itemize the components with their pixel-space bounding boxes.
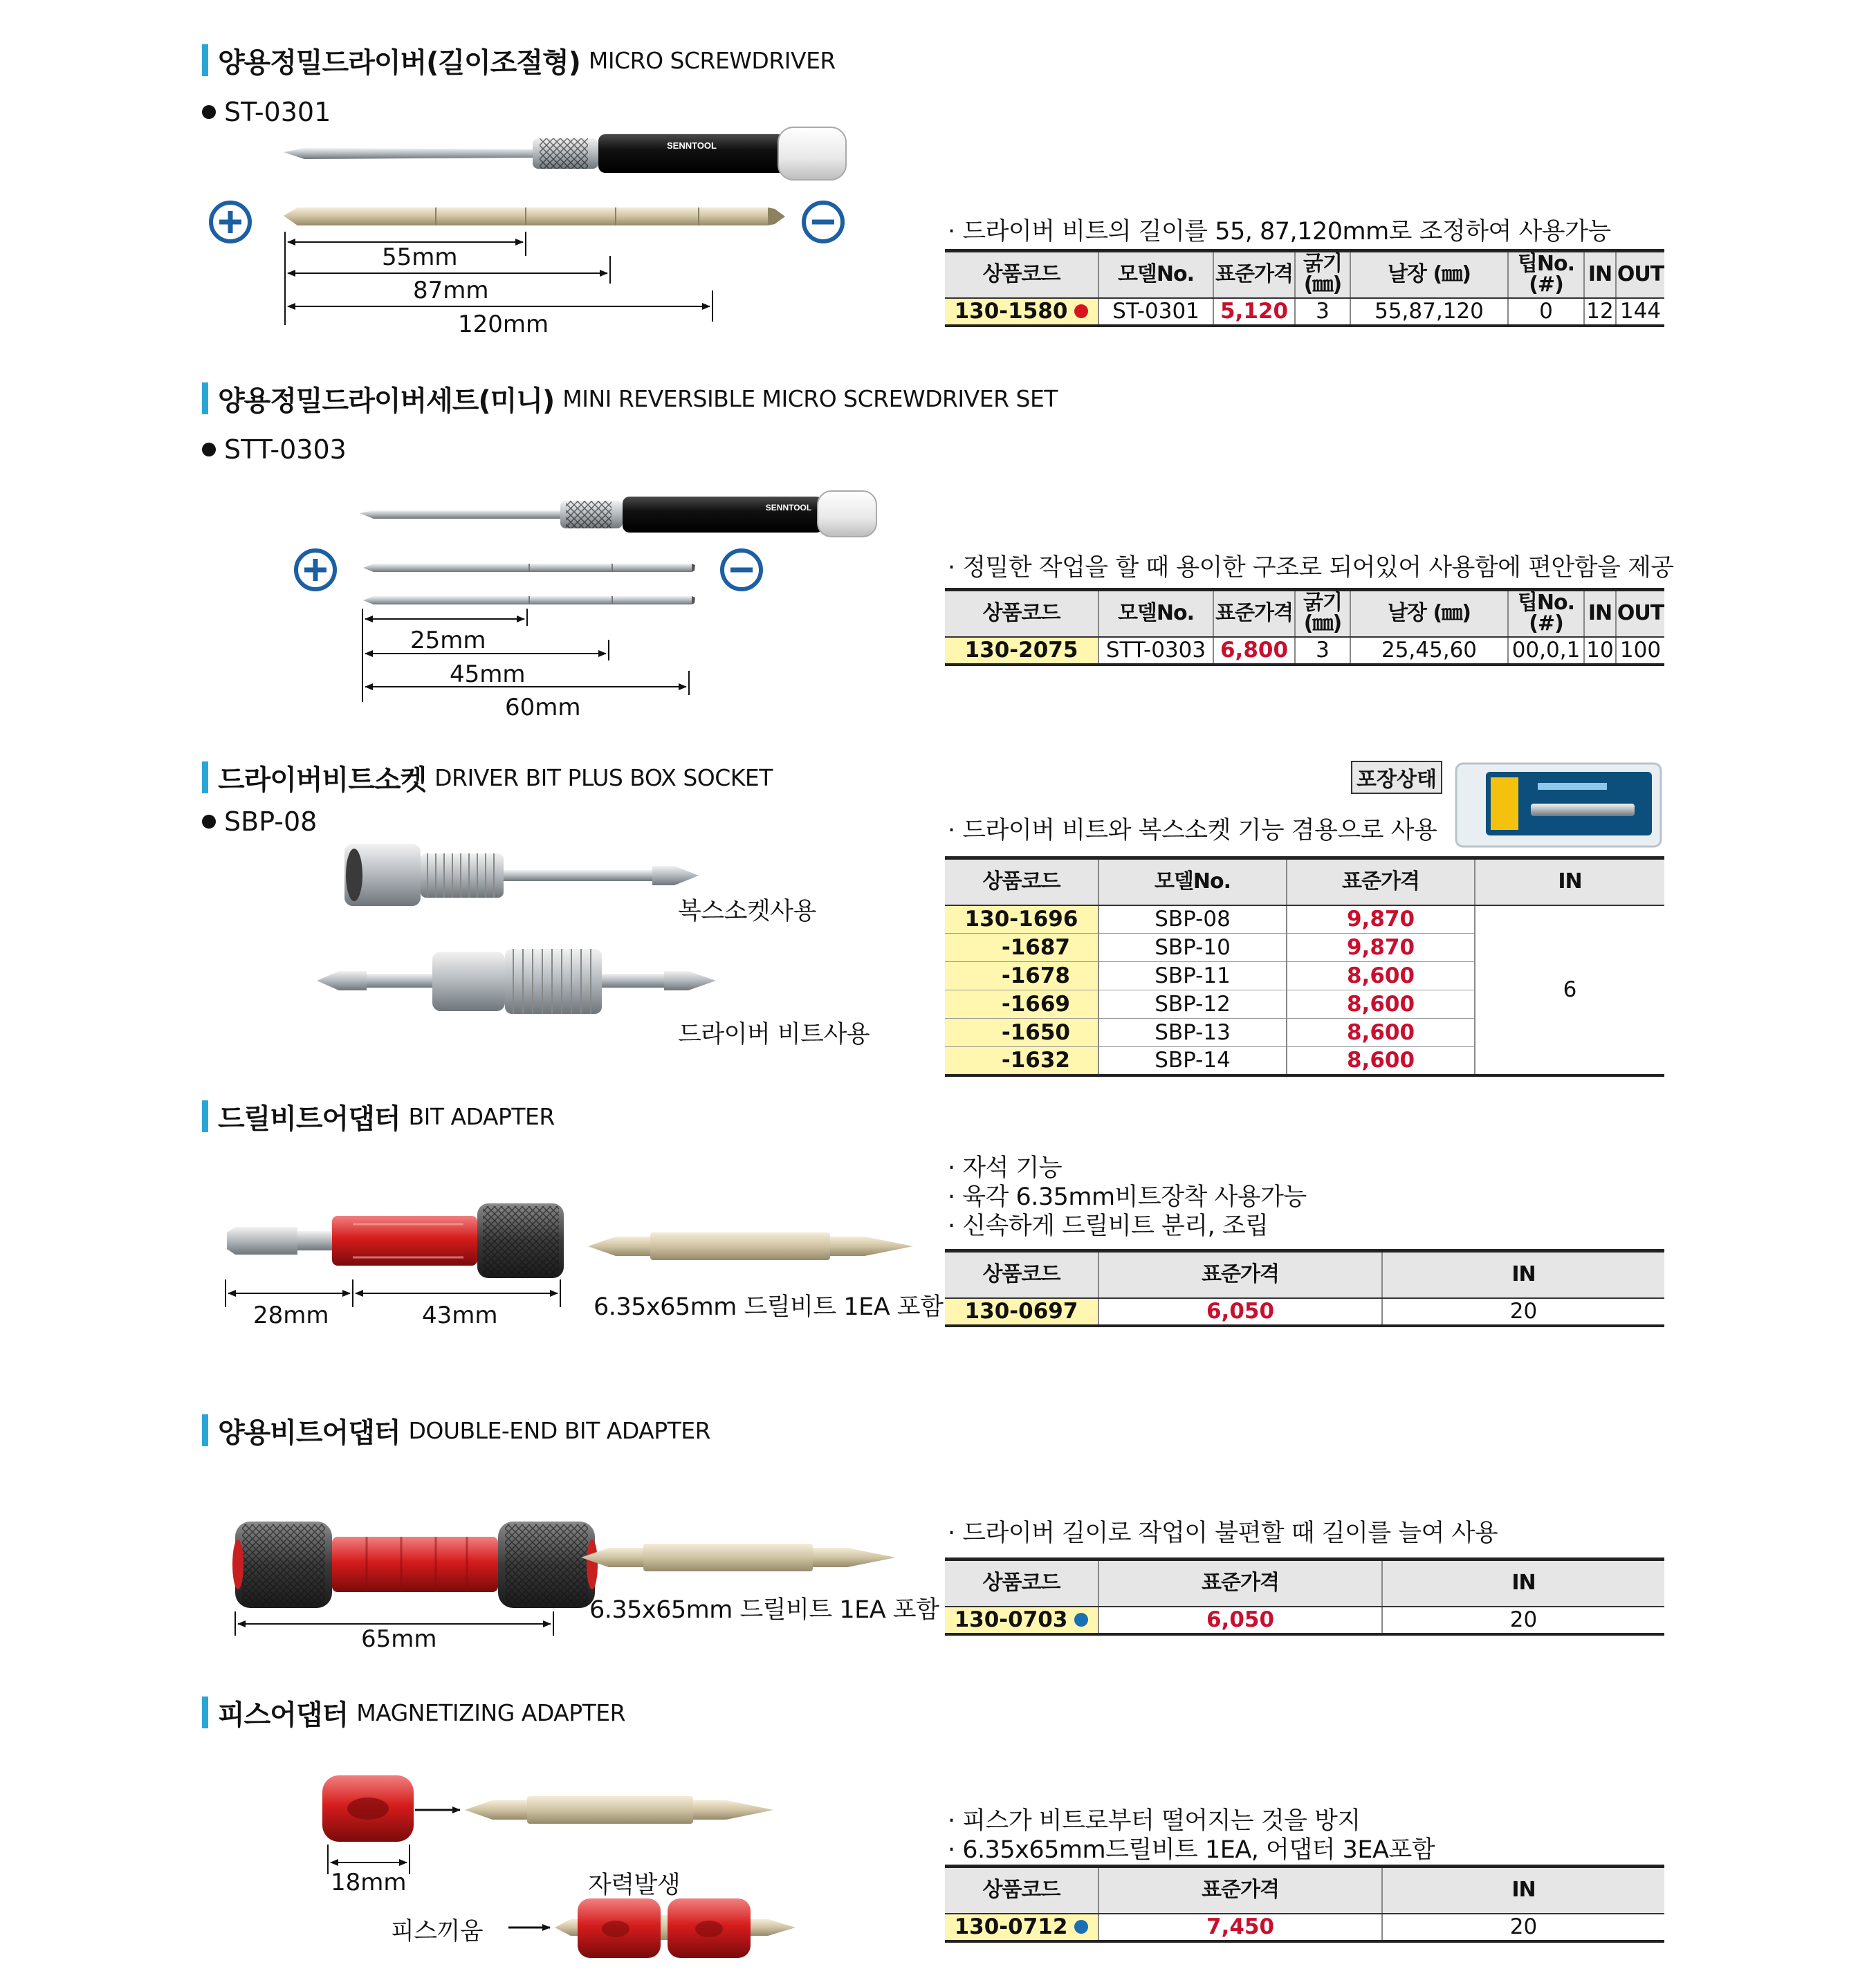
model-cell: SBP-10 [1098,934,1287,962]
title-english: DRIVER BIT PLUS BOX SOCKET [434,764,773,791]
end-cap [818,491,876,537]
in-cell: 20 [1382,1298,1664,1326]
note: · 드라이버 길이로 작업이 불편할 때 길이를 늘여 사용 [948,1519,1498,1547]
model-cell: STT-0303 [1098,637,1213,665]
model-cell: SBP-12 [1098,990,1287,1019]
thickness-cell: 3 [1295,298,1350,326]
driver-shaft [360,510,560,519]
spec-table [945,1865,1664,1943]
model-number: STT-0303 [224,434,347,465]
section-title-double-end-adapter [202,1414,710,1447]
header-thickness: 굵기 (㎜) [1295,590,1350,637]
bit-tip-left [555,1919,578,1936]
product-code-cell: -1632 [945,1047,1098,1075]
plus-sign [304,559,327,581]
ring-hole [695,1921,723,1937]
accent-bar [202,1100,208,1132]
model-cell: SBP-08 [1098,905,1287,934]
note: · 정밀한 작업을 할 때 용이한 구조로 되어있어 사용함에 편안함을 제공 [948,554,1674,582]
magnetizing-adapter-illustration [311,1767,837,1968]
header-code: 상품코드 [945,251,1098,298]
red-ring-left [232,1540,243,1589]
dim-label-60: 60mm [505,694,581,721]
table-row [945,298,1664,326]
spec-table [945,856,1664,1077]
product-code-cell: -1678 [945,962,1098,990]
header-code: 상품코드 [945,858,1098,905]
hex-shank [227,1227,297,1255]
phillips-tip-right [664,971,716,990]
model-cell: SBP-11 [1098,962,1287,990]
price-cell: 8,600 [1287,1019,1475,1047]
header-in: IN [1382,1560,1664,1607]
blue-dot-icon [1074,1613,1088,1627]
header-price: 표준가격 [1213,590,1295,637]
header-price: 표준가격 [1287,858,1475,905]
double-bit-tip-left [465,1800,527,1820]
accent-bar [202,1697,208,1728]
price-cell: 7,450 [1098,1914,1382,1941]
header-in: IN [1382,1867,1664,1914]
bit-tip [692,596,695,604]
header-model: 모델No. [1098,858,1287,905]
price-cell: 6,800 [1213,637,1295,665]
phillips-tip-left [317,971,367,990]
socket-sleeve [421,853,504,898]
table-row [945,637,1664,665]
bit-shank [602,974,664,988]
note: · 피스가 비트로부터 떨어지는 것을 방지 [948,1807,1361,1835]
bit-2 [363,596,692,604]
end-cap [778,127,846,180]
note-list [948,1154,1307,1241]
card-text-band [1538,783,1607,790]
product-code-cell [945,1914,1098,1941]
in-cell: 20 [1382,1914,1664,1941]
spec-table [945,588,1664,666]
price-cell: 9,870 [1287,905,1475,934]
note: · 육각 6.35mm비트장착 사용가능 [948,1183,1307,1211]
product-code-cell [945,298,1098,326]
dim-label-45: 45mm [450,660,526,688]
title-korean: 피스어댑터 [218,1699,349,1731]
in-cell: 12 [1584,298,1616,326]
title-korean: 양용비트어댑터 [218,1416,401,1449]
title-korean: 드릴비트어댑터 [218,1102,401,1135]
dim-label-87: 87mm [413,277,489,304]
tip-cell: 00,0,1 [1508,637,1584,665]
header-out: OUT [1616,251,1664,298]
dim-label-18: 18mm [331,1869,407,1896]
accent-bar [202,761,208,793]
accent-bar [202,44,208,76]
shank-neck [297,1231,332,1250]
spec-table [945,1249,1664,1327]
model-cell: ST-0301 [1098,298,1213,326]
bit-flat-tip [768,207,785,225]
bit-tip [692,564,695,572]
price-cell: 8,600 [1287,1047,1475,1075]
note: · 자석 기능 [948,1154,1063,1182]
dim-label-120: 120mm [458,311,549,338]
header-in: IN [1584,590,1616,637]
section-title-magnetizing-adapter [202,1696,625,1729]
bit-shank [367,974,432,988]
header-tip: 팁No. (#) [1508,251,1584,298]
packaging-label: 포장상태 [1351,761,1442,794]
blue-dot-icon [1074,1920,1088,1934]
dim-label-55: 55mm [382,243,458,271]
handle [623,497,823,533]
out-cell: 100 [1616,637,1664,665]
caption-screw-insert: 피스끼움 [391,1918,484,1945]
caption-driver-bit: 드라이버 비트사용 [678,1021,870,1048]
title-english: DOUBLE-END BIT ADAPTER [408,1416,711,1444]
double-end-adapter-illustration [228,1515,920,1646]
note-list [948,1806,1435,1865]
double-bit-tip-right [693,1800,773,1820]
tip-cell: 0 [1508,298,1584,326]
price-cell: 6,050 [1098,1298,1382,1326]
in-cell: 10 [1584,637,1616,665]
shaft [504,870,652,881]
note: · 드라이버 비트의 길이를 55, 87,120mm로 조정하여 사용가능 [948,218,1611,246]
double-bit-body [643,1544,813,1571]
thickness-cell: 3 [1295,637,1350,665]
socket-opening [346,849,362,901]
model-cell: SBP-13 [1098,1019,1287,1047]
product-code-cell: -1687 [945,934,1098,962]
red-dot-icon [1074,304,1088,318]
title-english: MAGNETIZING ADAPTER [356,1699,626,1726]
bullet-icon [202,815,216,829]
blade-cell: 55,87,120 [1350,298,1508,326]
plus-sign [219,211,241,233]
in-cell: 20 [1382,1607,1664,1634]
card-stripe [1491,777,1518,830]
socket-body [432,952,505,1011]
red-ring-right [587,1540,598,1589]
packed-tool [1531,804,1635,816]
model-number: ST-0301 [224,97,331,127]
dim-label-65: 65mm [361,1625,437,1653]
knurl-right [505,1524,588,1605]
price-cell: 6,050 [1098,1607,1382,1634]
bit-1 [363,564,692,572]
packaging-photo [1455,762,1662,849]
model-label [202,806,317,837]
caption-magnetism: 자력발생 [588,1871,681,1899]
product-code-cell: 130-0697 [945,1298,1098,1326]
quick-release-sleeve [505,949,602,1014]
section-title-bit-socket [202,761,773,794]
header-thickness: 굵기 (㎜) [1295,251,1350,298]
product-code-cell: -1650 [945,1019,1098,1047]
header-out: OUT [1616,590,1664,637]
header-price: 표준가격 [1098,1560,1382,1607]
header-code: 상품코드 [945,1867,1098,1914]
price-cell: 5,120 [1213,298,1295,326]
ring-hole [602,1921,629,1937]
driver-shaft [284,148,533,159]
spec-table [945,249,1664,327]
double-bit-tip-right [830,1237,913,1256]
table-row [945,905,1664,934]
product-code-cell: 130-1696 [945,905,1098,934]
dim-label-28: 28mm [253,1302,329,1329]
header-in: IN [1382,1251,1664,1298]
mini-set-illustration [277,484,899,705]
header-blade: 날장 (㎜) [1350,590,1508,637]
product-code: 130-0712 [954,1914,1068,1939]
section-title-micro-screwdriver [202,44,836,77]
product-code-cell [945,1607,1098,1634]
double-bit-body [527,1796,693,1824]
out-cell: 144 [1616,298,1664,326]
model-number: SBP-08 [224,806,318,837]
header-in: IN [1584,251,1616,298]
price-cell: 8,600 [1287,990,1475,1019]
title-english: BIT ADAPTER [408,1102,555,1130]
title-english: MINI REVERSIBLE MICRO SCREWDRIVER SET [562,385,1058,412]
double-bit-tip-right [813,1548,896,1567]
header-blade: 날장 (㎜) [1350,251,1508,298]
price-cell: 8,600 [1287,962,1475,990]
header-model: 모델No. [1098,251,1213,298]
note: · 드라이버 비트와 복스소켓 기능 겸용으로 사용 [948,817,1437,844]
table-row [945,1298,1664,1326]
product-code-cell: 130-2075 [945,637,1098,665]
product-code-cell: -1669 [945,990,1098,1019]
note: · 6.35x65mm드릴비트 1EA, 어댑터 3EA포함 [948,1836,1435,1864]
model-cell: SBP-14 [1098,1047,1287,1075]
bit-gap [661,1915,668,1940]
phillips-tip [652,866,699,885]
bit-tip-right [751,1919,796,1936]
chuck-knurl [566,501,611,528]
dim-label-25: 25mm [410,627,486,654]
spec-table [945,1558,1664,1636]
product-code: 130-0703 [954,1607,1068,1632]
bullet-icon [202,443,216,456]
blade-cell: 25,45,60 [1350,637,1508,665]
brand-logo: SENNTOOL [667,140,717,151]
table-row [945,1914,1664,1941]
brand-logo: SENNTOOL [765,503,812,512]
header-code: 상품코드 [945,1251,1098,1298]
title-english: MICRO SCREWDRIVER [588,46,836,74]
red-body [332,1537,498,1592]
header-code: 상품코드 [945,1560,1098,1607]
section-title-bit-adapter [202,1100,555,1133]
collar-knurl [483,1206,559,1275]
micro-screwdriver-illustration [201,118,892,339]
knurl-left [242,1524,325,1605]
accent-bar [202,382,208,414]
header-code: 상품코드 [945,590,1098,637]
double-bit-tip-left [588,1237,650,1256]
title-korean: 양용정밀드라이버(길이조절형) [218,46,580,79]
header-model: 모델No. [1098,590,1213,637]
note: · 신속하게 드릴비트 분리, 조립 [948,1212,1269,1240]
title-korean: 드라이버비트소켓 [218,764,427,796]
magnet-ring-hole [347,1797,389,1820]
header-price: 표준가격 [1098,1867,1382,1914]
price-cell: 9,870 [1287,934,1475,962]
model-label [202,434,347,465]
bullet-icon [202,105,216,119]
caption-box-socket: 복스소켓사용 [678,898,816,925]
dim-label-43: 43mm [422,1302,498,1329]
caption-included-bit: 6.35x65mm 드릴비트 1EA 포함 [589,1596,939,1624]
double-bit-body [650,1232,830,1260]
header-in: IN [1475,858,1664,905]
accent-bar [202,1414,208,1446]
in-cell: 6 [1475,905,1664,1075]
table-row [945,1607,1664,1634]
section-title-mini-set [202,382,1058,415]
header-tip: 팁No. (#) [1508,590,1584,637]
caption-included-bit: 6.35x65mm 드릴비트 1EA 포함 [594,1293,944,1321]
chuck-knurl [540,138,588,169]
header-price: 표준가격 [1098,1251,1382,1298]
product-code: 130-1580 [954,299,1068,324]
header-price: 표준가격 [1213,251,1295,298]
title-korean: 양용정밀드라이버세트(미니) [218,385,555,417]
